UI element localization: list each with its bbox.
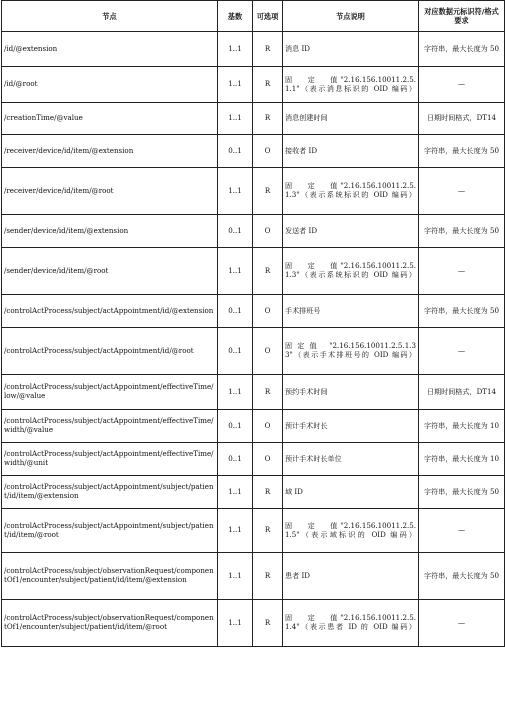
optional-cell: O: [253, 443, 283, 476]
cardinality-cell: 1..1: [218, 600, 253, 647]
description-cell: 消息创建时间: [283, 103, 419, 135]
cardinality-cell: 1..1: [218, 168, 253, 215]
optional-cell: R: [253, 553, 283, 600]
node-path-cell: /controlActProcess/subject/actAppointment/subject/patient/id/item/@extension: [2, 476, 218, 509]
cardinality-cell: 0..1: [218, 215, 253, 248]
node-path-cell: /creationTime/@value: [2, 103, 218, 135]
format-cell: 字符串，最大长度为 50: [419, 295, 505, 328]
cardinality-cell: 0..1: [218, 443, 253, 476]
format-cell: 字符串，最大长度为 50: [419, 476, 505, 509]
cardinality-cell: 0..1: [218, 295, 253, 328]
format-cell: —: [419, 600, 505, 647]
optional-cell: R: [253, 600, 283, 647]
format-cell: 字符串，最大长度为 50: [419, 32, 505, 67]
description-cell: 预约手术时间: [283, 375, 419, 410]
node-path-cell: /sender/device/id/item/@root: [2, 248, 218, 295]
table-row: [2, 67, 505, 103]
table-row: [2, 168, 505, 215]
optional-cell: O: [253, 215, 283, 248]
cardinality-cell: 1..1: [218, 553, 253, 600]
optional-cell: O: [253, 410, 283, 443]
format-cell: 字符串，最大长度为 10: [419, 410, 505, 443]
description-cell: 消息 ID: [283, 32, 419, 67]
format-cell: —: [419, 67, 505, 103]
cardinality-cell: 1..1: [218, 32, 253, 67]
node-path-cell: /id/@extension: [2, 32, 218, 67]
node-path-cell: /controlActProcess/subject/actAppointment/effectiveTime/width/@value: [2, 410, 218, 443]
table-row: [2, 215, 505, 248]
description-cell: 固 定 值 "2.16.156.10011.2.5.1.3"（表示系统标识的 OID 编码）: [283, 248, 419, 295]
header-cardinality: 基数: [218, 1, 253, 32]
node-path-cell: /controlActProcess/subject/observationRequest/componentOf1/encounter/subject/patient/id/item/@root: [2, 600, 218, 647]
description-cell: 接收者 ID: [283, 135, 419, 168]
format-cell: 字符串，最大长度为 50: [419, 135, 505, 168]
description-cell: 手术排班号: [283, 295, 419, 328]
format-cell: 字符串，最大长度为 50: [419, 215, 505, 248]
optional-cell: R: [253, 248, 283, 295]
cardinality-cell: 1..1: [218, 375, 253, 410]
format-cell: —: [419, 248, 505, 295]
format-cell: —: [419, 168, 505, 215]
table-row: [2, 375, 505, 410]
description-cell: 固 定 值 "2.16.156.10011.2.5.1.3"（表示系统标识的 OID 编码）: [283, 168, 419, 215]
table-row: [2, 509, 505, 553]
optional-cell: R: [253, 32, 283, 67]
node-path-cell: /controlActProcess/subject/actAppointment/effectiveTime/low/@value: [2, 375, 218, 410]
format-cell: —: [419, 328, 505, 375]
cardinality-cell: 1..1: [218, 509, 253, 553]
header-optional: 可选项: [253, 1, 283, 32]
description-cell: 固 定 值 "2.16.156.10011.2.5.1.4"（表示患者 ID 的 OID 编码）: [283, 600, 419, 647]
table-row: [2, 135, 505, 168]
node-path-cell: /controlActProcess/subject/observationRequest/componentOf1/encounter/subject/patient/id/item/@extension: [2, 553, 218, 600]
table-row: [2, 600, 505, 647]
node-path-cell: /id/@root: [2, 67, 218, 103]
format-cell: 日期时间格式，DT14: [419, 103, 505, 135]
optional-cell: O: [253, 328, 283, 375]
table-row: [2, 328, 505, 375]
optional-cell: R: [253, 103, 283, 135]
optional-cell: O: [253, 295, 283, 328]
table-row: [2, 410, 505, 443]
description-cell: 固 定 值 "2.16.156.10011.2.5.1.1"（表示消息标识的 OID 编码）: [283, 67, 419, 103]
optional-cell: R: [253, 375, 283, 410]
table-row: [2, 443, 505, 476]
format-cell: —: [419, 509, 505, 553]
format-cell: 字符串，最大长度为 10: [419, 443, 505, 476]
cardinality-cell: 1..1: [218, 67, 253, 103]
optional-cell: R: [253, 509, 283, 553]
description-cell: 固定值 "2.16.156.10011.2.5.1.33"（表示手术排班号的 OID 编码）: [283, 328, 419, 375]
header-format: 对应数据元标识符/格式要求: [419, 1, 505, 32]
cardinality-cell: 1..1: [218, 476, 253, 509]
optional-cell: R: [253, 67, 283, 103]
table-row: [2, 32, 505, 67]
table-row: [2, 476, 505, 509]
table-row: [2, 553, 505, 600]
description-cell: 发送者 ID: [283, 215, 419, 248]
description-cell: 预计手术时长: [283, 410, 419, 443]
table-row: [2, 295, 505, 328]
header-description: 节点说明: [283, 1, 419, 32]
cardinality-cell: 1..1: [218, 248, 253, 295]
node-path-cell: /receiver/device/id/item/@extension: [2, 135, 218, 168]
node-path-cell: /controlActProcess/subject/actAppointment/id/@extension: [2, 295, 218, 328]
description-cell: 患者 ID: [283, 553, 419, 600]
node-path-cell: /controlActProcess/subject/actAppointment/id/@root: [2, 328, 218, 375]
table-header-row: [2, 1, 505, 32]
format-cell: 日期时间格式，DT14: [419, 375, 505, 410]
header-node: 节点: [2, 1, 218, 32]
cardinality-cell: 1..1: [218, 103, 253, 135]
node-path-cell: /controlActProcess/subject/actAppointment/subject/patient/id/item/@root: [2, 509, 218, 553]
cardinality-cell: 0..1: [218, 328, 253, 375]
optional-cell: R: [253, 476, 283, 509]
description-cell: 域 ID: [283, 476, 419, 509]
cardinality-cell: 0..1: [218, 135, 253, 168]
table-row: [2, 248, 505, 295]
description-cell: 固 定 值 "2.16.156.10011.2.5.1.5"（表示域标识的 OID 编码）: [283, 509, 419, 553]
node-spec-table: [1, 0, 505, 647]
optional-cell: R: [253, 168, 283, 215]
optional-cell: O: [253, 135, 283, 168]
format-cell: 字符串，最大长度为 50: [419, 553, 505, 600]
description-cell: 预计手术时长单位: [283, 443, 419, 476]
table-row: [2, 103, 505, 135]
cardinality-cell: 0..1: [218, 410, 253, 443]
node-path-cell: /receiver/device/id/item/@root: [2, 168, 218, 215]
node-path-cell: /sender/device/id/item/@extension: [2, 215, 218, 248]
node-path-cell: /controlActProcess/subject/actAppointment/effectiveTime/width/@unit: [2, 443, 218, 476]
